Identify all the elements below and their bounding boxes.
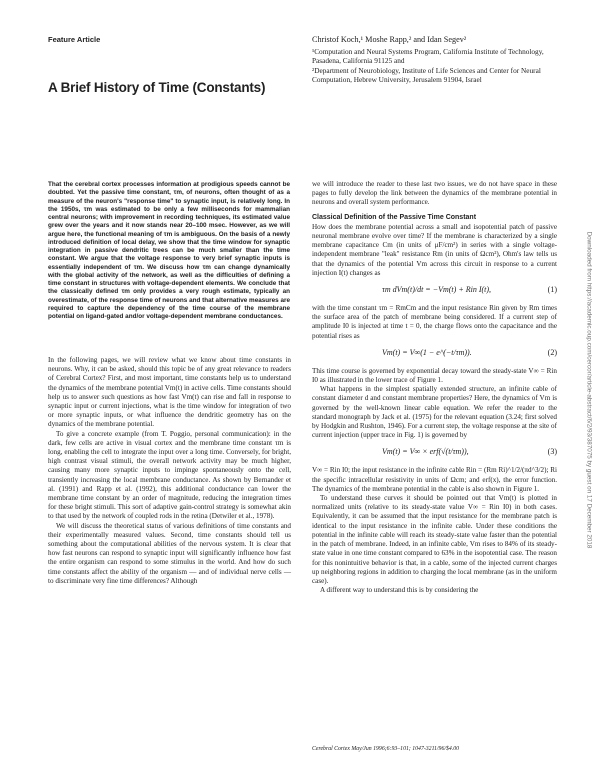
watermark-text: Downloaded from https://academic.oup.com/cercor/article-abstract/6/2/93/387075 by guest on 17 December 2018 <box>585 231 593 549</box>
paragraph: A different way to understand this is by considering the <box>320 586 479 595</box>
section-heading: Classical Definition of the Passive Time Constant <box>312 213 477 221</box>
equation-body: Vm(t) = V∞ × erf(√(t/τm)), <box>382 447 469 457</box>
equation-1 <box>312 278 557 304</box>
affiliations <box>312 47 557 84</box>
article-title: A Brief History of Time (Constants) <box>48 80 266 95</box>
paragraph: To give a concrete example (from T. Poggio, personal communication): in the dark, few cells are active in visual cortex and the membrane time constant τm is long, enabling the cell to integrate the input over a long time. Conversely, for bright, high contrast visual stimuli, the overall network activity may be much higher, causing many more synaptic inputs to impinge spontaneously onto the cell, transiently increasing the local membrane conductance. As shown by Bernander et al. (1991) and Rapp et al. (1992), this additional conductance can lower the membrane time constant by an order of magnitude, reducing the integration times for these bright stimuli. This sort of adaptive gain-control strategy is somewhat akin to that used by the network of coupled rods in the retina (Detwiler et al., 1978). <box>48 429 291 521</box>
paragraph: We will discuss the theoretical status of various definitions of time constants and their experimentally measured values. Second, time constants should tell us something about the computational abilities of the nervous system. It is clear that how fast neurons can respond to synaptic input will significantly influence how fast the entire organism can respond to some stimulus in the world. And how do such time constants affect the ability of the organism — and of individual nerve cells — to discriminate very fine time differences? Although <box>48 521 291 585</box>
equation-body: Vm(t) = V∞(1 − e^(−t/τm)). <box>382 347 472 357</box>
paragraph: we will introduce the reader to these last two issues, we do not have space in these pages to fully develop the link between the dynamics of the membrane potential in neurons and overall system performance. <box>312 180 557 207</box>
equation-number: (1) <box>547 285 557 295</box>
affiliation-2: ²Department of Neurobiology, Institute of Life Sciences and Center for Neural Computation, Hebrew University, Jerusalem 91904, Israel <box>312 65 541 84</box>
paragraph: How does the membrane potential across a small and isopotential patch of passive neuronal membrane evolve over time? If the membrane is characterized by a single membrane capacitance Cm (in units of μF/cm²) in series with a single voltage-independent membrane "leak" resistance Rm (in units of Ωcm²), Ohm's law tells us that the dynamics of the potential Vm across this circuit in response to a current injection I(t) changes as <box>312 222 557 277</box>
paragraph: with the time constant τm = RmCm and the input resistance Rin given by Rm times the surface area of the patch of membrane being considered. If a current step of amplitude I0 is injected at time t = 0, the charge flows onto the capacitance and the potential rises as <box>312 304 557 340</box>
abstract: That the cerebral cortex processes information at prodigious speeds cannot be doubted. Yet the passive time constant, τm, of neurons, often thought of as a measure of the neuron's "response time" to synaptic input, is relatively long. In the 1950s, τm was estimated to be only a few milliseconds for mammalian central neurons; with improvement in recording techniques, its estimated value grew over the years and it now stands near 20–100 msec. However, as we will argue here, the functional meaning of τm is ambiguous. On the basis of a newly introduced definition of local delay, we show that the time window for synaptic integration in passive dendritic trees can be much smaller than the time constant. We argue that the voltage response to very brief synaptic inputs is essentially independent of τm. We discuss how τm can change dynamically with the global activity of the network, as well as the difficulties of defining a time constant in structures with voltage-dependent elements. We conclude that the classically defined τm only provides a very rough estimate, typically an overestimate, of the response time of neurons and that alternative measures are required to capture the dependency of the time course of the membrane potential on ligand-gated and/or voltage-dependent membrane conductances. <box>48 181 290 320</box>
equation-body: τm dVm(t)/dt = −Vm(t) + Rin I(t), <box>382 285 492 295</box>
page-footer <box>312 746 459 752</box>
affiliation-1: ¹Computation and Neural Systems Program, California Institute of Technology, Pasadena, California 91125 and <box>312 47 544 66</box>
footer-citation: Cerebral Cortex May/Jun 1996;6:93–101; 1047-3211/96/$4.00 <box>312 746 459 752</box>
download-watermark <box>584 60 594 720</box>
section-label: Feature Article <box>48 35 101 44</box>
paragraph: To understand these curves it should be pointed out that Vm(t) is plotted in normalized units (relative to its steady-state value V∞ = Rin I0) in both cases. Equivalently, it can be assumed that the input resistance for the membrane patch is identical to the input resistance in the infinite cable. Under these conditions the potential in the infinite cable will reach its steady-state value faster than the potential in the patch of membrane. Indeed, in an infinite cable, Vm rises to 84% of its steady-state value in one time constant compared to 63% in the isopotential case. The reason for this nonintuitive behavior is that, in a cable, some of the injected current charges up neighboring regions in addition to charging the local membrane (as in the uniform case). <box>312 494 557 585</box>
left-column <box>48 356 291 586</box>
paragraph: This time course is governed by exponential decay toward the steady-state V∞ = Rin I0 as illustrated in the lower trace of Figure 1. <box>312 366 557 385</box>
equation-3 <box>312 440 557 466</box>
paragraph: In the following pages, we will review what we know about time constants in neurons. Why, it can be asked, should this topic be of any great relevance to readers of Cerebral Cortex? First, and most important, time constants help us to understand the dynamics of the membrane potential Vm(t) in active cells. Time constants should help us to answer such questions as how fast Vm(t) can rise and fall in response to synaptic input or current injections, what is the time window for integration of two or more synaptic inputs, or what influence the dendritic geometry has on the dynamics of the membrane potential. <box>48 356 291 429</box>
equation-number: (2) <box>547 347 557 357</box>
equation-2 <box>312 341 557 367</box>
author-list: Christof Koch,¹ Moshe Rapp,² and Idan Segev² <box>312 35 467 44</box>
equation-number: (3) <box>547 447 557 457</box>
right-column <box>312 180 557 595</box>
paragraph: V∞ = Rin I0; the input resistance in the infinite cable Rin = (Rm Ri)^1/2/(πd^3/2); Ri the specific intracellular resistivity in units of Ωcm; and erf(x), the error function. The dynamics of the membrane potential in the cable is also shown in Figure 1. <box>312 466 557 493</box>
paragraph: What happens in the simplest spatially extended structure, an infinite cable of constant diameter d and constant membrane properties? Here, the dynamics of Vm is governed by the well-known linear cable equation. We refer the reader to the standard monograph by Jack et al. (1975) for the relevant equation (3.24; first solved by Hodgkin and Rushton, 1946). For a current step, the voltage response at the site of current injection (upper trace in Fig. 1) is governed by <box>312 385 557 440</box>
